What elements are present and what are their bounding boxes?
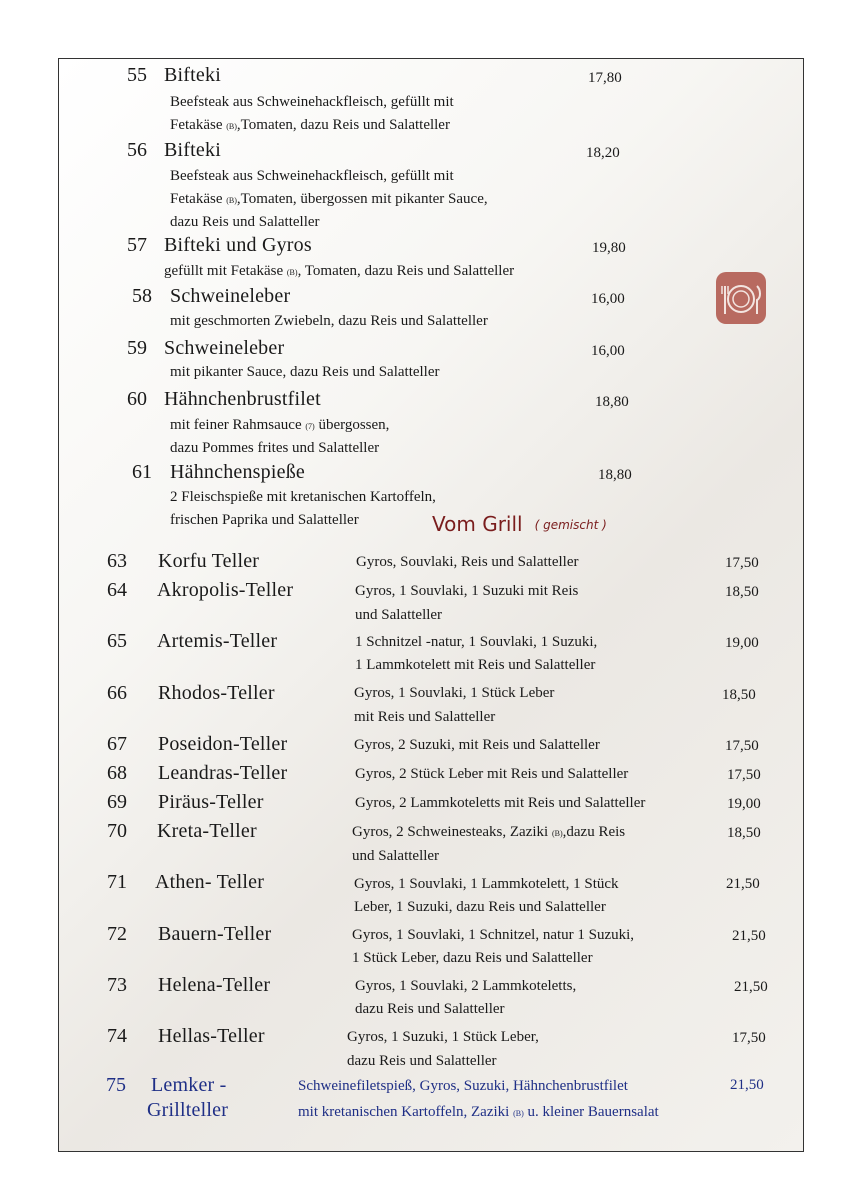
grill-item-price: 21,50 [726, 876, 760, 892]
grill-item-price: 17,50 [725, 738, 759, 754]
special-item-description: Schweinefiletspieß, Gyros, Suzuki, Hähnchenbrustfilet [298, 1078, 628, 1094]
grill-item-name: Artemis-Teller [157, 630, 278, 652]
item-number: 59 [127, 337, 147, 359]
special-item-number: 75 [106, 1074, 126, 1096]
grill-item-number: 74 [107, 1025, 127, 1047]
item-description: mit feiner Rahmsauce (7) übergossen, [170, 417, 390, 433]
grill-item-description: und Salatteller [352, 848, 440, 864]
allergen-note: (B) [226, 196, 237, 205]
grill-item-description: Gyros, 1 Suzuki, 1 Stück Leber, [347, 1029, 539, 1045]
grill-item-number: 72 [107, 923, 127, 945]
item-price: 18,80 [595, 394, 629, 410]
grill-item-price: 17,50 [727, 767, 761, 783]
grill-item-number: 66 [107, 682, 127, 704]
item-name: Hähnchenspieße [170, 461, 305, 483]
special-item-name: Lemker - [151, 1074, 227, 1096]
item-description: 2 Fleischspieße mit kretanischen Kartoffeln, [170, 489, 436, 505]
grill-item-description: Gyros, 1 Souvlaki, 1 Suzuki mit Reis [355, 583, 579, 599]
vom-grill-subtitle: ( gemischt ) [534, 518, 607, 532]
grill-item-number: 67 [107, 733, 127, 755]
grill-item-number: 68 [107, 762, 127, 784]
item-description: Beefsteak aus Schweinehackfleisch, gefüllt mit [170, 168, 454, 184]
grill-item-description: 1 Lammkotelett mit Reis und Salatteller [355, 657, 596, 673]
grill-item-price: 21,50 [734, 979, 768, 995]
grill-item-name: Kreta-Teller [157, 820, 257, 842]
grill-item-number: 73 [107, 974, 127, 996]
item-description: mit geschmorten Zwiebeln, dazu Reis und Salatteller [170, 313, 488, 329]
grill-item-description: dazu Reis und Salatteller [347, 1053, 497, 1069]
grill-item-description: mit Reis und Salatteller [354, 709, 496, 725]
item-price: 17,80 [588, 70, 622, 86]
grill-item-description: 1 Stück Leber, dazu Reis und Salatteller [352, 950, 593, 966]
item-price: 19,80 [592, 240, 626, 256]
grill-item-number: 70 [107, 820, 127, 842]
grill-item-price: 17,50 [732, 1030, 766, 1046]
item-name: Bifteki [164, 64, 221, 86]
allergen-note: (B) [551, 829, 563, 838]
grill-item-number: 71 [107, 871, 127, 893]
grill-item-name: Athen- Teller [155, 871, 265, 893]
grill-item-price: 18,50 [722, 687, 756, 703]
item-description: frischen Paprika und Salatteller [170, 512, 359, 528]
special-item-description: mit kretanischen Kartoffeln, Zaziki (B) u. kleiner Bauernsalat [298, 1104, 659, 1120]
grill-item-name: Akropolis-Teller [157, 579, 294, 601]
item-price: 18,80 [598, 467, 632, 483]
grill-item-description: Gyros, 2 Schweinesteaks, Zaziki (B),dazu Reis [352, 824, 626, 840]
vom-grill-heading [432, 512, 607, 536]
special-item-name: Grillteller [147, 1099, 229, 1121]
grill-item-number: 64 [107, 579, 127, 601]
item-name: Schweineleber [170, 285, 291, 307]
vom-grill-title: Vom Grill [432, 512, 523, 536]
grill-item-price: 17,50 [725, 555, 759, 571]
item-number: 57 [127, 234, 147, 256]
allergen-note: (B) [226, 122, 237, 131]
grill-item-description: Leber, 1 Suzuki, dazu Reis und Salatteller [354, 899, 606, 915]
grill-item-name: Leandras-Teller [158, 762, 288, 784]
item-number: 60 [127, 388, 147, 410]
item-price: 18,20 [586, 145, 620, 161]
grill-item-name: Piräus-Teller [158, 791, 264, 813]
grill-item-description: Gyros, 2 Lammkoteletts mit Reis und Salatteller [355, 795, 646, 811]
grill-item-description: Gyros, 1 Souvlaki, 2 Lammkoteletts, [355, 978, 577, 994]
item-name: Schweineleber [164, 337, 285, 359]
item-price: 16,00 [591, 291, 625, 307]
grill-item-description: 1 Schnitzel -natur, 1 Souvlaki, 1 Suzuki, [355, 634, 598, 650]
item-name: Bifteki und Gyros [164, 234, 312, 256]
grill-item-name: Rhodos-Teller [158, 682, 275, 704]
grill-item-price: 21,50 [732, 928, 766, 944]
item-description: Beefsteak aus Schweinehackfleisch, gefüllt mit [170, 94, 454, 110]
grill-item-price: 19,00 [725, 635, 759, 651]
grill-item-name: Korfu Teller [158, 550, 260, 572]
grill-item-price: 18,50 [727, 825, 761, 841]
item-number: 55 [127, 64, 147, 86]
grill-item-number: 65 [107, 630, 127, 652]
grill-item-description: dazu Reis und Salatteller [355, 1001, 505, 1017]
grill-item-description: Gyros, 2 Suzuki, mit Reis und Salatteller [354, 737, 600, 753]
item-description: mit pikanter Sauce, dazu Reis und Salatteller [170, 364, 440, 380]
plate-cutlery-icon [716, 272, 766, 324]
item-name: Bifteki [164, 139, 221, 161]
item-number: 58 [132, 285, 152, 307]
allergen-note: (B) [286, 268, 298, 277]
grill-item-description: und Salatteller [355, 607, 443, 623]
allergen-note: (7) [305, 422, 315, 431]
item-description: Fetakäse (B),Tomaten, dazu Reis und Salatteller [170, 117, 450, 133]
item-description: gefüllt mit Fetakäse (B), Tomaten, dazu Reis und Salatteller [164, 263, 515, 279]
grill-item-number: 63 [107, 550, 127, 572]
grill-item-name: Bauern-Teller [158, 923, 272, 945]
special-item-price: 21,50 [730, 1077, 764, 1093]
grill-item-name: Hellas-Teller [158, 1025, 265, 1047]
item-number: 56 [127, 139, 147, 161]
grill-item-number: 69 [107, 791, 127, 813]
item-name: Hähnchenbrustfilet [164, 388, 321, 410]
grill-item-name: Poseidon-Teller [158, 733, 288, 755]
item-description: Fetakäse (B),Tomaten, übergossen mit pikanter Sauce, [170, 191, 488, 207]
grill-item-description: Gyros, Souvlaki, Reis und Salatteller [356, 554, 579, 570]
item-description: dazu Reis und Salatteller [170, 214, 320, 230]
grill-item-description: Gyros, 2 Stück Leber mit Reis und Salatteller [355, 766, 629, 782]
item-price: 16,00 [591, 343, 625, 359]
grill-item-price: 18,50 [725, 584, 759, 600]
item-number: 61 [132, 461, 152, 483]
grill-item-price: 19,00 [727, 796, 761, 812]
grill-item-description: Gyros, 1 Souvlaki, 1 Stück Leber [354, 685, 555, 701]
item-description: dazu Pommes frites und Salatteller [170, 440, 380, 456]
grill-item-description: Gyros, 1 Souvlaki, 1 Lammkotelett, 1 Stück [354, 876, 619, 892]
grill-item-name: Helena-Teller [158, 974, 271, 996]
grill-item-description: Gyros, 1 Souvlaki, 1 Schnitzel, natur 1 Suzuki, [352, 927, 635, 943]
allergen-note: (B) [513, 1109, 524, 1118]
